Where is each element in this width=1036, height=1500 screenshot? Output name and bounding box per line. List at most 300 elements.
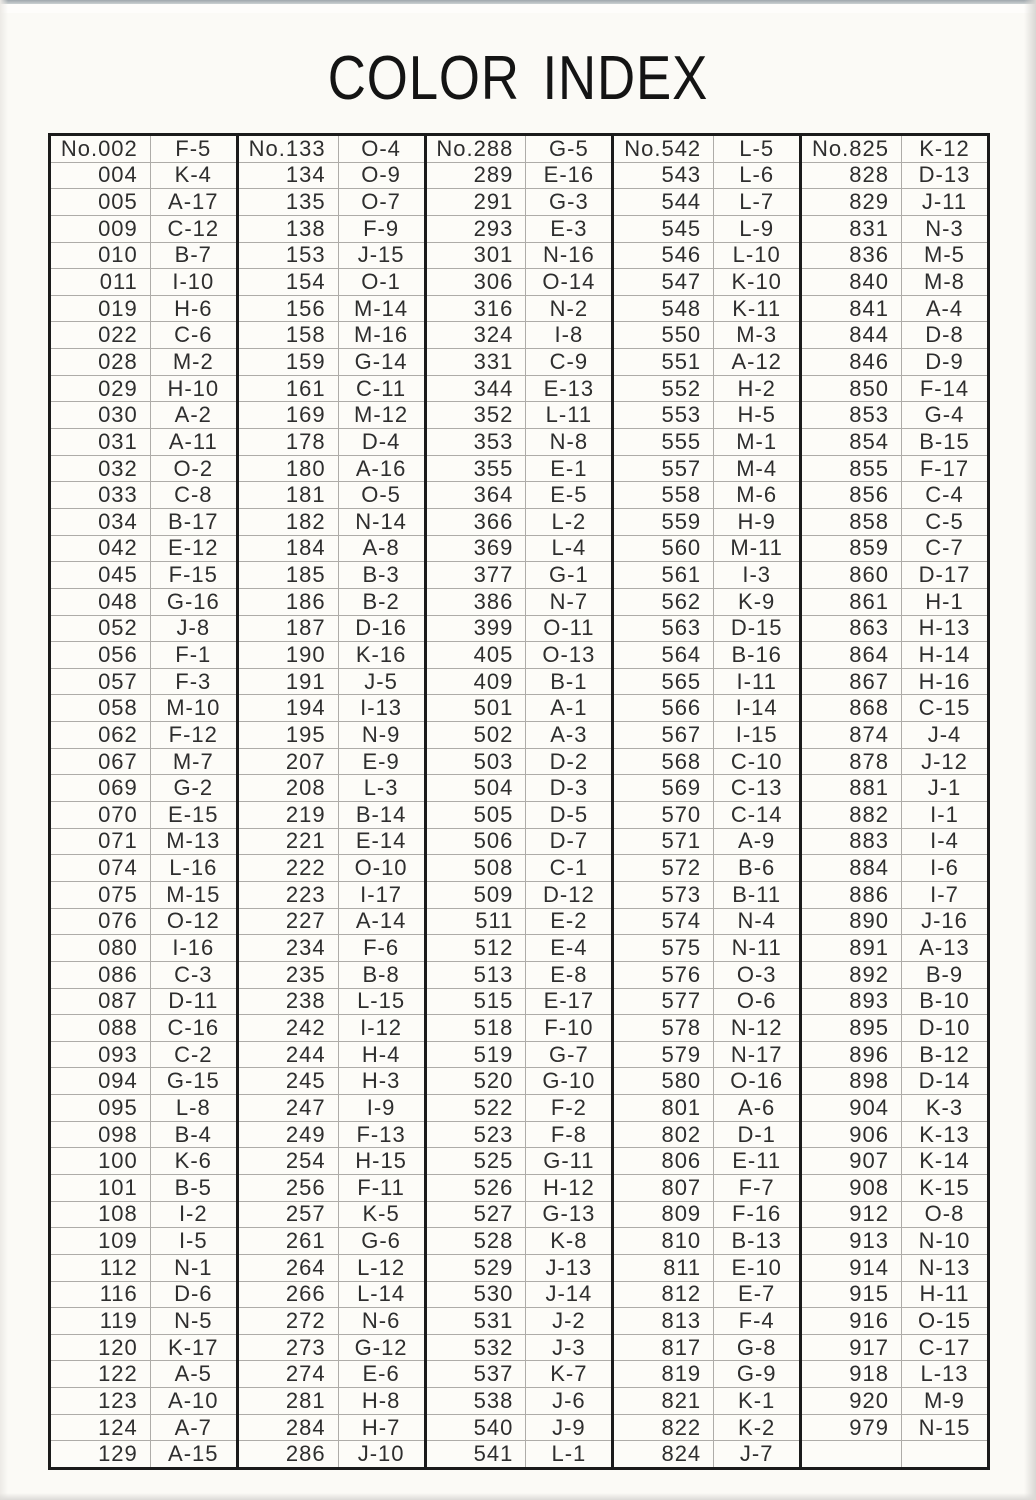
table-row — [614, 669, 799, 696]
color-number-cell: 235 — [239, 962, 339, 988]
color-number-cell: 369 — [427, 536, 527, 562]
grid-code-cell: B-10 — [919, 988, 970, 1014]
color-number-cell: 086 — [51, 962, 151, 988]
grid-code-cell: J-12 — [921, 748, 968, 774]
color-number-cell: 577 — [614, 989, 714, 1015]
color-number-cell: 249 — [239, 1122, 339, 1148]
table-row — [427, 962, 612, 989]
color-number-cell: No.133 — [239, 136, 339, 162]
grid-code-cell: F-11 — [357, 1174, 405, 1200]
grid-code-cell: F-15 — [168, 562, 218, 588]
table-row — [51, 616, 236, 643]
color-number-cell: 185 — [239, 562, 339, 588]
color-number-cell: 067 — [51, 749, 151, 775]
table-row — [802, 536, 987, 563]
table-column-group-2 — [239, 136, 427, 1467]
table-row — [614, 802, 799, 829]
color-number-cell: 853 — [802, 402, 902, 428]
grid-code-cell: J-16 — [921, 908, 968, 934]
table-row — [802, 616, 987, 643]
color-number-cell: 904 — [802, 1095, 902, 1121]
table-row — [614, 882, 799, 909]
table-row — [51, 1015, 236, 1042]
table-row — [51, 962, 236, 989]
grid-code-cell: F-13 — [356, 1121, 406, 1147]
table-row — [239, 1335, 424, 1362]
grid-code-cell: G-6 — [361, 1228, 401, 1254]
table-row — [51, 749, 236, 776]
color-number-cell: 245 — [239, 1068, 339, 1094]
table-row — [802, 402, 987, 429]
table-row — [427, 1068, 612, 1095]
grid-code-cell: K-16 — [355, 642, 407, 667]
table-row — [614, 1095, 799, 1122]
table-row — [427, 1282, 612, 1309]
grid-code-cell: N-17 — [730, 1041, 783, 1067]
grid-code-cell: B-5 — [174, 1174, 212, 1200]
color-number-cell: 135 — [239, 189, 339, 215]
grid-code-cell: F-14 — [919, 375, 970, 401]
grid-code-cell: D-17 — [918, 562, 971, 588]
color-number-cell: 058 — [51, 695, 151, 721]
color-number-cell: 286 — [239, 1441, 339, 1467]
color-number-cell: 841 — [802, 296, 902, 322]
color-number-cell: 156 — [239, 296, 339, 322]
table-row — [427, 749, 612, 776]
color-number-cell: 032 — [51, 456, 151, 482]
grid-code-cell: A-3 — [550, 721, 588, 747]
table-row — [51, 456, 236, 483]
table-row — [239, 642, 424, 669]
grid-code-cell: E-8 — [550, 961, 588, 987]
table-row — [239, 1042, 424, 1069]
color-number-cell: No.542 — [614, 136, 714, 162]
color-number-cell: 186 — [239, 589, 339, 615]
color-number-cell: 056 — [51, 642, 151, 668]
table-row — [427, 269, 612, 296]
grid-code-cell: J-1 — [927, 775, 962, 801]
grid-code-cell: M-15 — [166, 881, 221, 907]
table-row — [802, 189, 987, 216]
color-number-cell: 377 — [427, 562, 527, 588]
grid-code-cell: C-10 — [730, 748, 783, 774]
color-number-cell: 244 — [239, 1042, 339, 1068]
grid-code-cell: N-14 — [355, 508, 407, 534]
grid-code-cell: C-15 — [918, 695, 971, 721]
table-row — [802, 429, 987, 456]
grid-code-cell: N-8 — [549, 428, 589, 454]
grid-code-cell: B-7 — [174, 242, 212, 268]
grid-code-cell: H-4 — [361, 1041, 401, 1067]
color-number-cell: 223 — [239, 882, 339, 908]
color-number-cell: 881 — [802, 775, 902, 801]
color-number-cell: 566 — [614, 695, 714, 721]
table-row — [427, 589, 612, 616]
grid-code-cell: D-14 — [918, 1068, 971, 1094]
grid-code-cell: G-2 — [173, 775, 214, 801]
color-number-cell: 366 — [427, 509, 527, 535]
table-row — [802, 296, 987, 323]
color-number-cell: 855 — [802, 456, 902, 482]
table-row — [239, 749, 424, 776]
color-number-cell: 234 — [239, 935, 339, 961]
table-row — [427, 616, 612, 643]
color-number-cell: 501 — [427, 695, 527, 721]
grid-code-cell: A-1 — [550, 695, 588, 721]
grid-code-cell: L-13 — [920, 1361, 969, 1387]
color-number-cell: 874 — [802, 722, 902, 748]
table-column-group-3 — [427, 136, 615, 1467]
grid-code-cell: G-15 — [166, 1068, 220, 1094]
table-row — [51, 1282, 236, 1309]
color-number-cell: 520 — [427, 1068, 527, 1094]
table-row — [427, 1175, 612, 1202]
color-number-cell: 572 — [614, 855, 714, 881]
color-number-cell: 831 — [802, 216, 902, 242]
color-number-cell: 580 — [614, 1068, 714, 1094]
color-number-cell: 100 — [51, 1148, 151, 1174]
color-number-cell: 195 — [239, 722, 339, 748]
grid-code-cell: M-8 — [924, 269, 965, 295]
grid-code-cell: K-10 — [731, 269, 782, 295]
table-row — [614, 1148, 799, 1175]
grid-code-cell: I-11 — [736, 668, 777, 694]
table-row — [427, 536, 612, 563]
grid-code-cell: G-3 — [549, 189, 589, 215]
grid-code-cell: E-6 — [362, 1361, 400, 1387]
grid-code-cell: N-5 — [174, 1308, 213, 1334]
grid-code-cell: B-14 — [355, 801, 407, 827]
color-number-cell: 537 — [427, 1361, 527, 1387]
table-column-group-4 — [614, 136, 802, 1467]
grid-code-cell: L-1 — [551, 1441, 587, 1467]
grid-code-cell: J-9 — [552, 1414, 586, 1440]
grid-code-cell: F-12 — [168, 721, 218, 747]
grid-code-cell: A-17 — [168, 189, 219, 215]
table-row — [614, 429, 799, 456]
table-row — [427, 296, 612, 323]
table-row — [427, 1122, 612, 1149]
table-row — [802, 1415, 987, 1442]
table-row — [802, 1282, 987, 1309]
table-row — [51, 322, 236, 349]
color-number-cell: 529 — [427, 1255, 527, 1281]
table-row — [51, 695, 236, 722]
scan-edge-right — [1024, 0, 1036, 1500]
table-row — [51, 1042, 236, 1069]
grid-code-cell: H-3 — [361, 1068, 401, 1094]
color-number-cell: 030 — [51, 402, 151, 428]
table-row — [802, 1361, 987, 1388]
grid-code-cell: M-6 — [736, 482, 778, 508]
table-row — [51, 802, 236, 829]
table-row — [614, 909, 799, 936]
grid-code-cell: E-1 — [550, 455, 588, 481]
color-number-cell: 898 — [802, 1068, 902, 1094]
table-row — [427, 1202, 612, 1229]
color-number-cell: 045 — [51, 562, 151, 588]
color-number-cell: 331 — [427, 349, 527, 375]
grid-code-cell: N-13 — [918, 1254, 971, 1280]
table-row — [427, 216, 612, 243]
grid-code-cell: E-3 — [550, 215, 588, 241]
grid-code-cell: A-12 — [731, 348, 782, 374]
color-number-cell: 530 — [427, 1282, 527, 1308]
grid-code-cell: G-13 — [542, 1201, 596, 1227]
table-row — [802, 509, 987, 536]
color-number-cell: 409 — [427, 669, 527, 695]
color-number-cell: 908 — [802, 1175, 902, 1201]
color-number-cell: 138 — [239, 216, 339, 242]
grid-code-cell: H-16 — [918, 668, 971, 694]
grid-code-cell: G-14 — [354, 348, 408, 374]
table-row — [239, 163, 424, 190]
color-number-cell: 550 — [614, 322, 714, 348]
grid-code-cell: G-7 — [549, 1041, 589, 1067]
table-row — [51, 589, 236, 616]
color-number-cell: 505 — [427, 802, 527, 828]
table-row — [614, 296, 799, 323]
grid-code-cell: B-8 — [362, 961, 400, 987]
color-number-cell: 019 — [51, 296, 151, 322]
grid-code-cell: I-6 — [930, 855, 959, 881]
color-number-cell: 273 — [239, 1335, 339, 1361]
color-number-cell: 541 — [427, 1441, 527, 1467]
table-row — [427, 1148, 612, 1175]
grid-code-cell: G-9 — [736, 1361, 777, 1387]
table-row — [614, 163, 799, 190]
table-row — [614, 829, 799, 856]
grid-code-cell: O-9 — [361, 162, 401, 188]
scan-edge-top-highlight — [0, 4, 1036, 13]
grid-code-cell: G-11 — [543, 1148, 595, 1174]
grid-code-cell: K-4 — [174, 162, 212, 188]
table-row — [239, 322, 424, 349]
grid-code-cell: B-15 — [919, 428, 970, 454]
grid-code-cell: O-7 — [361, 189, 401, 215]
table-row — [802, 855, 987, 882]
grid-code-cell: J-14 — [545, 1281, 593, 1307]
grid-code-cell: I-13 — [360, 695, 403, 721]
grid-code-cell: K-9 — [738, 588, 776, 614]
color-number-cell: 546 — [614, 243, 714, 269]
grid-code-cell: L-11 — [545, 402, 593, 428]
table-row — [239, 962, 424, 989]
grid-code-cell: C-2 — [174, 1041, 213, 1067]
grid-code-cell: M-9 — [924, 1387, 965, 1413]
color-number-cell: 022 — [51, 322, 151, 348]
grid-code-cell: G-8 — [736, 1334, 777, 1360]
color-number-cell: 281 — [239, 1388, 339, 1414]
table-row — [239, 562, 424, 589]
grid-code-cell: D-3 — [549, 775, 589, 801]
grid-code-cell: H-9 — [737, 508, 776, 534]
grid-code-cell: F-10 — [544, 1014, 594, 1040]
color-number-cell: 129 — [51, 1441, 151, 1467]
color-number-cell: 544 — [614, 189, 714, 215]
table-row — [802, 1095, 987, 1122]
grid-code-cell: A-10 — [168, 1387, 219, 1413]
table-row — [239, 349, 424, 376]
color-number-cell: 811 — [614, 1255, 714, 1281]
color-index-table — [48, 133, 990, 1470]
table-row — [51, 1122, 236, 1149]
grid-code-cell: J-15 — [357, 242, 405, 268]
table-row — [51, 269, 236, 296]
grid-code-cell: H-11 — [919, 1281, 970, 1307]
color-number-cell: 538 — [427, 1388, 527, 1414]
color-number-cell: 824 — [614, 1441, 714, 1467]
color-number-cell: 028 — [51, 349, 151, 375]
grid-code-cell: M-3 — [736, 322, 778, 348]
table-row — [802, 669, 987, 696]
grid-code-cell: K-3 — [925, 1094, 964, 1120]
grid-code-cell: O-3 — [736, 961, 777, 987]
color-number-cell: 227 — [239, 909, 339, 935]
table-row — [51, 296, 236, 323]
table-row — [802, 1015, 987, 1042]
table-row — [614, 749, 799, 776]
color-number-cell: 913 — [802, 1228, 902, 1254]
color-number-cell: 247 — [239, 1095, 339, 1121]
color-number-cell: 890 — [802, 909, 902, 935]
grid-code-cell: K-11 — [732, 295, 782, 321]
color-number-cell: 570 — [614, 802, 714, 828]
grid-code-cell: G-12 — [354, 1334, 408, 1360]
grid-code-cell: C-17 — [918, 1334, 971, 1360]
grid-code-cell: H-10 — [167, 375, 220, 401]
table-row — [614, 1441, 799, 1467]
table-row — [802, 1308, 987, 1335]
color-number-cell: 867 — [802, 669, 902, 695]
color-number-cell: 552 — [614, 376, 714, 402]
table-row — [239, 855, 424, 882]
table-row — [51, 482, 236, 509]
table-row — [802, 269, 987, 296]
grid-code-cell: M-13 — [166, 828, 221, 854]
table-row — [239, 1441, 424, 1467]
table-row — [802, 775, 987, 802]
grid-code-cell: J-4 — [927, 721, 962, 747]
table-row — [614, 376, 799, 403]
color-number-cell: 822 — [614, 1415, 714, 1441]
grid-code-cell: L-3 — [363, 775, 399, 801]
color-number-cell: 860 — [802, 562, 902, 588]
color-number-cell: 525 — [427, 1148, 527, 1174]
table-row — [614, 775, 799, 802]
grid-code-cell: F-16 — [732, 1201, 782, 1227]
table-row — [802, 962, 987, 989]
color-number-cell: 531 — [427, 1308, 527, 1334]
table-row — [239, 802, 424, 829]
color-number-cell: 891 — [802, 935, 902, 961]
grid-code-cell: A-15 — [168, 1441, 219, 1467]
color-number-cell: 242 — [239, 1015, 339, 1041]
table-row — [614, 616, 799, 643]
table-row — [802, 722, 987, 749]
table-row — [802, 482, 987, 509]
color-number-cell: 087 — [51, 989, 151, 1015]
color-number-cell: 821 — [614, 1388, 714, 1414]
color-number-cell: 080 — [51, 935, 151, 961]
grid-code-cell: I-15 — [735, 721, 778, 747]
table-row — [51, 935, 236, 962]
grid-code-cell: L-16 — [169, 855, 218, 881]
color-number-cell: 562 — [614, 589, 714, 615]
table-row — [614, 402, 799, 429]
color-number-cell: 513 — [427, 962, 527, 988]
table-row — [239, 429, 424, 456]
color-number-cell: 293 — [427, 216, 527, 242]
color-number-cell: 219 — [239, 802, 339, 828]
grid-code-cell: B-6 — [738, 855, 776, 881]
color-number-cell: 569 — [614, 775, 714, 801]
color-number-cell: 182 — [239, 509, 339, 535]
color-number-cell: 222 — [239, 855, 339, 881]
color-number-cell: 892 — [802, 962, 902, 988]
grid-code-cell: I-4 — [930, 828, 959, 854]
color-number-cell: 033 — [51, 482, 151, 508]
table-row — [427, 1308, 612, 1335]
table-row — [802, 243, 987, 270]
grid-code-cell: K-2 — [738, 1414, 776, 1440]
table-row — [239, 1308, 424, 1335]
color-number-cell: No.825 — [802, 136, 902, 162]
color-number-cell: 005 — [51, 189, 151, 215]
grid-code-cell: E-4 — [550, 935, 588, 961]
grid-code-cell: O-4 — [361, 135, 401, 161]
table-row — [51, 909, 236, 936]
grid-code-cell: D-1 — [737, 1121, 776, 1147]
table-row — [427, 695, 612, 722]
table-column-group-1 — [51, 136, 239, 1467]
color-number-cell: 112 — [51, 1255, 151, 1281]
table-row — [51, 1228, 236, 1255]
grid-code-cell: A-2 — [174, 402, 212, 428]
grid-code-cell: A-4 — [925, 295, 964, 321]
grid-code-cell: H-5 — [737, 402, 776, 428]
color-number-cell: 854 — [802, 429, 902, 455]
table-row — [802, 1122, 987, 1149]
table-row — [614, 1068, 799, 1095]
table-header-row — [51, 136, 236, 163]
color-number-cell: 563 — [614, 616, 714, 642]
grid-code-cell: C-8 — [174, 482, 213, 508]
table-row — [239, 935, 424, 962]
grid-code-cell: A-13 — [919, 935, 970, 961]
table-row — [239, 1068, 424, 1095]
color-number-cell: 289 — [427, 163, 527, 189]
table-row — [51, 216, 236, 243]
table-row — [239, 216, 424, 243]
scan-edge-bottom — [0, 1493, 1036, 1500]
grid-code-cell: B-12 — [919, 1041, 970, 1067]
grid-code-cell: M-16 — [354, 322, 409, 348]
color-number-cell: 553 — [614, 402, 714, 428]
grid-code-cell: M-5 — [924, 242, 965, 268]
table-row — [614, 1308, 799, 1335]
color-number-cell: 364 — [427, 482, 527, 508]
color-number-cell: 840 — [802, 269, 902, 295]
color-number-cell: 221 — [239, 829, 339, 855]
table-row — [427, 482, 612, 509]
table-row — [239, 722, 424, 749]
color-number-cell: 836 — [802, 243, 902, 269]
table-row — [51, 1415, 236, 1442]
color-number-cell: 522 — [427, 1095, 527, 1121]
color-number-cell: 916 — [802, 1308, 902, 1334]
table-row — [614, 589, 799, 616]
